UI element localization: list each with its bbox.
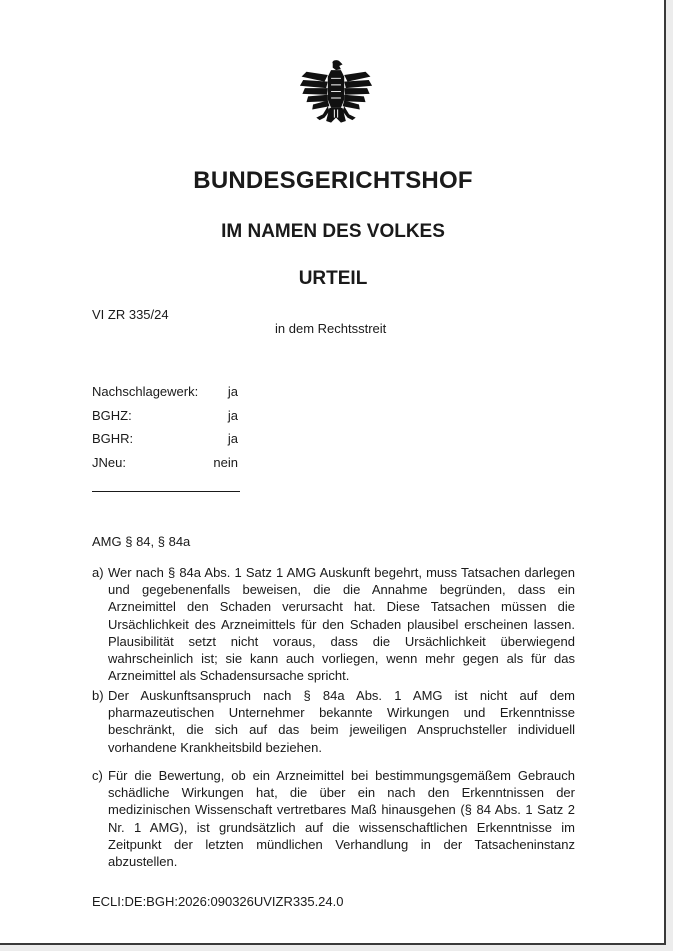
- reference-label: BGHZ:: [92, 407, 132, 423]
- proceeding-label: in dem Rechtsstreit: [275, 321, 387, 336]
- headnote-marker: c): [92, 768, 103, 783]
- decision-formula: IM NAMEN DES VOLKES: [221, 221, 445, 242]
- headnote-a: [92, 564, 575, 684]
- headnote-marker: a): [92, 565, 104, 580]
- ecli-identifier: ECLI:DE:BGH:2026:090326UVIZR335.24.0: [92, 894, 344, 909]
- headnote-text: Der Auskunftsanspruch nach § 84a Abs. 1 AMG ist nicht auf dem pharmazeutischen Unternehmer bekannte Wirkungen und Erkenntnisse beschränkt, die sich auf das beim jeweiligen Anspruchsteller individuell vorhandene Krankheitsbild beziehen.: [108, 688, 575, 755]
- reference-label: Nachschlagewerk:: [92, 384, 199, 399]
- headnote-c: [92, 767, 575, 870]
- reference-value: ja: [227, 407, 238, 423]
- norms-reference: AMG § 84, § 84a: [92, 534, 191, 549]
- reference-value: ja: [227, 384, 238, 399]
- headnote-text: Wer nach § 84a Abs. 1 Satz 1 AMG Auskunft begehrt, muss Tatsachen darlegen und gegebenenfalls beweisen, die die Annahme begründen, dass ein Arzneimittel den Schaden verursacht hat. Diese Tatsachen müssen die Ursächlichkeit des Arzneimittels für den Schaden plausibel erscheinen lassen. Plausibilität setzt nicht voraus, dass die Ursächlichkeit überwiegend wahrscheinlich ist; sie kann auch vorliegen, wenn mehr gegen als für das Arzneimittel als Schadensursache spricht.: [108, 565, 575, 684]
- case-number: VI ZR 335/24: [92, 307, 169, 322]
- reference-label: JNeu:: [92, 454, 126, 470]
- federal-eagle-icon: [295, 57, 377, 139]
- divider: [92, 491, 240, 492]
- reference-row: [92, 454, 238, 478]
- reference-row: [92, 407, 238, 431]
- reference-value: ja: [227, 431, 238, 446]
- reference-value: nein: [213, 454, 238, 470]
- headnote-text: Für die Bewertung, ob ein Arzneimittel bei bestimmungsgemäßem Gebrauch schädliche Wirkungen hat, die über ein nach den Erkenntnissen der medizinischen Wissenschaft vertretbares Maß hinausgehen (§ 84 Abs. 1 Satz 2 Nr. 1 AMG), ist grundsätzlich auf die wissenschaftlichen Erkenntnisse im Zeitpunkt der letzten mündlichen Verhandlung in der Tatsacheninstanz abzustellen.: [108, 768, 575, 870]
- court-name: BUNDESGERICHTSHOF: [193, 167, 473, 194]
- headnote-marker: b): [92, 688, 104, 703]
- reference-table: [92, 383, 238, 477]
- reference-row: [92, 430, 238, 454]
- decision-type: URTEIL: [298, 268, 368, 289]
- reference-row: [92, 383, 238, 407]
- reference-label: BGHR:: [92, 431, 134, 446]
- headnote-b: [92, 687, 575, 756]
